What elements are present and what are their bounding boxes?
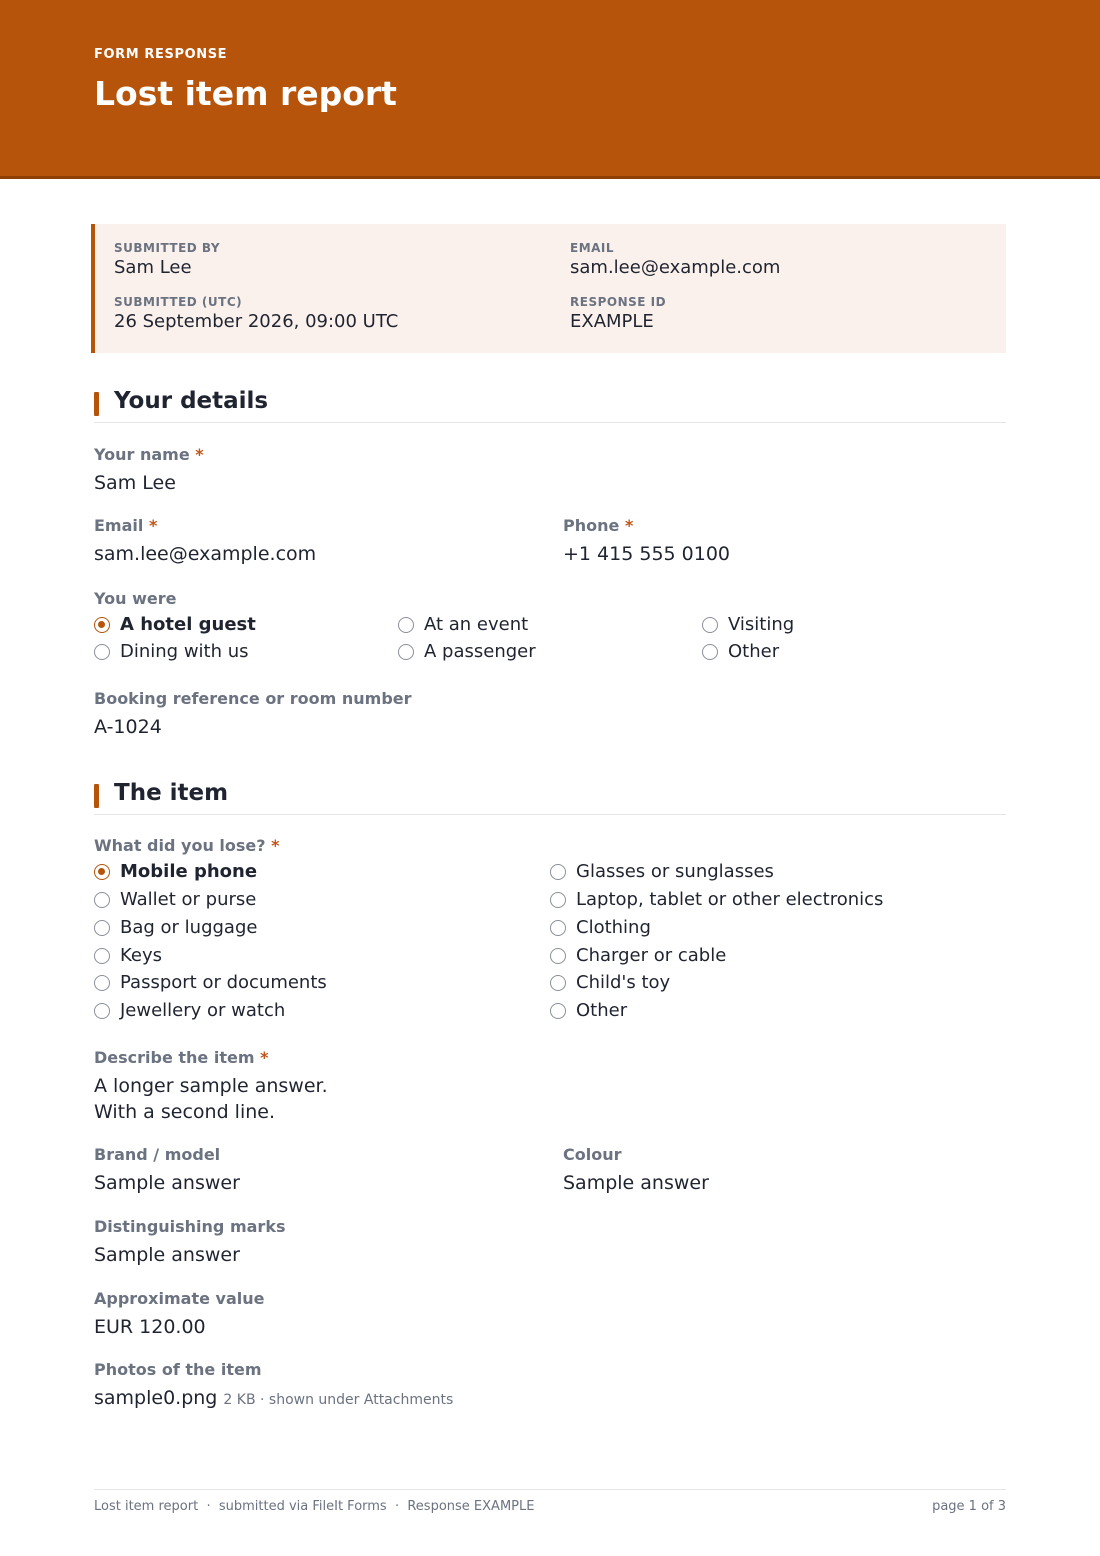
radio-icon — [550, 920, 566, 936]
attachment-meta: 2 KB · shown under Attachments — [223, 1392, 454, 1408]
form-header — [0, 0, 1100, 179]
field-what-did-you-lose — [94, 836, 279, 855]
submission-meta-panel — [91, 224, 1006, 353]
field-label: Phone * — [563, 516, 634, 535]
field-value: Sample answer — [94, 1172, 240, 1194]
submitted-by — [114, 241, 220, 278]
response-id-label: RESPONSE ID — [570, 295, 667, 309]
field-value-line: A longer sample answer. — [94, 1075, 328, 1097]
field-distinguishing-marks — [94, 1217, 285, 1268]
radio-icon — [94, 892, 110, 908]
field-label: Approximate value — [94, 1289, 265, 1308]
page-title: Lost item report — [94, 74, 397, 113]
radio-icon — [550, 975, 566, 991]
radio-icon — [94, 644, 110, 660]
section-title: The item — [114, 780, 229, 806]
field-value-line: With a second line. — [94, 1101, 275, 1123]
radio-icon — [702, 644, 718, 660]
header-eyebrow: FORM RESPONSE — [94, 47, 228, 62]
field-value: sam.lee@example.com — [94, 543, 317, 565]
field-booking-reference — [94, 689, 412, 740]
field-phone — [563, 516, 730, 567]
submitted-by-value: Sam Lee — [114, 257, 192, 278]
field-value: Sample answer — [563, 1172, 709, 1194]
required-mark: * — [271, 836, 280, 855]
field-label: Describe the item * — [94, 1048, 269, 1067]
field-value: +1 415 555 0100 — [563, 543, 731, 565]
section-accent-bar — [94, 784, 99, 808]
radio-icon — [550, 864, 566, 880]
radio-icon — [398, 617, 414, 633]
field-value — [94, 1073, 328, 1125]
field-approximate-value — [94, 1289, 264, 1340]
field-label: Colour — [563, 1145, 622, 1164]
radio-icon — [550, 1003, 566, 1019]
field-value: EUR 120.00 — [94, 1316, 206, 1338]
field-value: A-1024 — [94, 716, 162, 738]
field-label: What did you lose? * — [94, 836, 280, 855]
response-id — [570, 295, 666, 332]
field-value — [94, 1385, 453, 1413]
radio-icon — [94, 920, 110, 936]
required-mark: * — [260, 1048, 269, 1067]
submitter-email — [570, 241, 780, 278]
radio-icon — [550, 892, 566, 908]
radio-selected-icon — [94, 864, 110, 880]
radio-icon — [94, 1003, 110, 1019]
attachment-filename: sample0.png — [94, 1387, 218, 1409]
field-label: Brand / model — [94, 1145, 221, 1164]
radio-icon — [94, 948, 110, 964]
submitted-utc-label: SUBMITTED (UTC) — [114, 295, 243, 309]
required-mark: * — [148, 516, 158, 535]
field-brand-model — [94, 1145, 240, 1196]
radio-icon — [550, 948, 566, 964]
field-value: Sample answer — [94, 1244, 240, 1266]
required-mark: * — [195, 445, 204, 464]
section-title: Your details — [114, 388, 269, 414]
field-label: You were — [94, 589, 177, 608]
radio-icon — [398, 644, 414, 660]
section-accent-bar — [94, 392, 99, 416]
radio-selected-icon — [94, 617, 110, 633]
submitted-time — [114, 295, 398, 332]
field-your-name — [94, 445, 204, 496]
field-value: Sam Lee — [94, 472, 176, 494]
page-number: page 1 of 3 — [932, 1499, 1006, 1514]
field-label: Your name * — [94, 445, 204, 464]
radio-icon — [94, 975, 110, 991]
page-footer — [94, 1489, 1006, 1514]
field-label: Booking reference or room number — [94, 689, 412, 708]
submitted-utc-value: 26 September 2026, 09:00 UTC — [114, 311, 399, 332]
field-label: Distinguishing marks — [94, 1217, 286, 1236]
email-value: sam.lee@example.com — [570, 257, 781, 278]
field-colour — [563, 1145, 709, 1196]
submitted-by-label: SUBMITTED BY — [114, 241, 221, 255]
radio-icon — [702, 617, 718, 633]
footer-text: Lost item report · submitted via FileIt Forms · Response EXAMPLE — [94, 1499, 535, 1514]
response-id-value: EXAMPLE — [570, 311, 654, 332]
required-mark: * — [624, 516, 634, 535]
field-describe-item — [94, 1048, 328, 1125]
field-label: Email * — [94, 516, 158, 535]
email-label: EMAIL — [570, 241, 615, 255]
section-the-item — [94, 778, 1006, 815]
field-photos — [94, 1360, 453, 1413]
section-your-details — [94, 386, 1006, 423]
field-label: Photos of the item — [94, 1360, 262, 1379]
field-email — [94, 516, 316, 567]
field-you-were — [94, 589, 176, 608]
